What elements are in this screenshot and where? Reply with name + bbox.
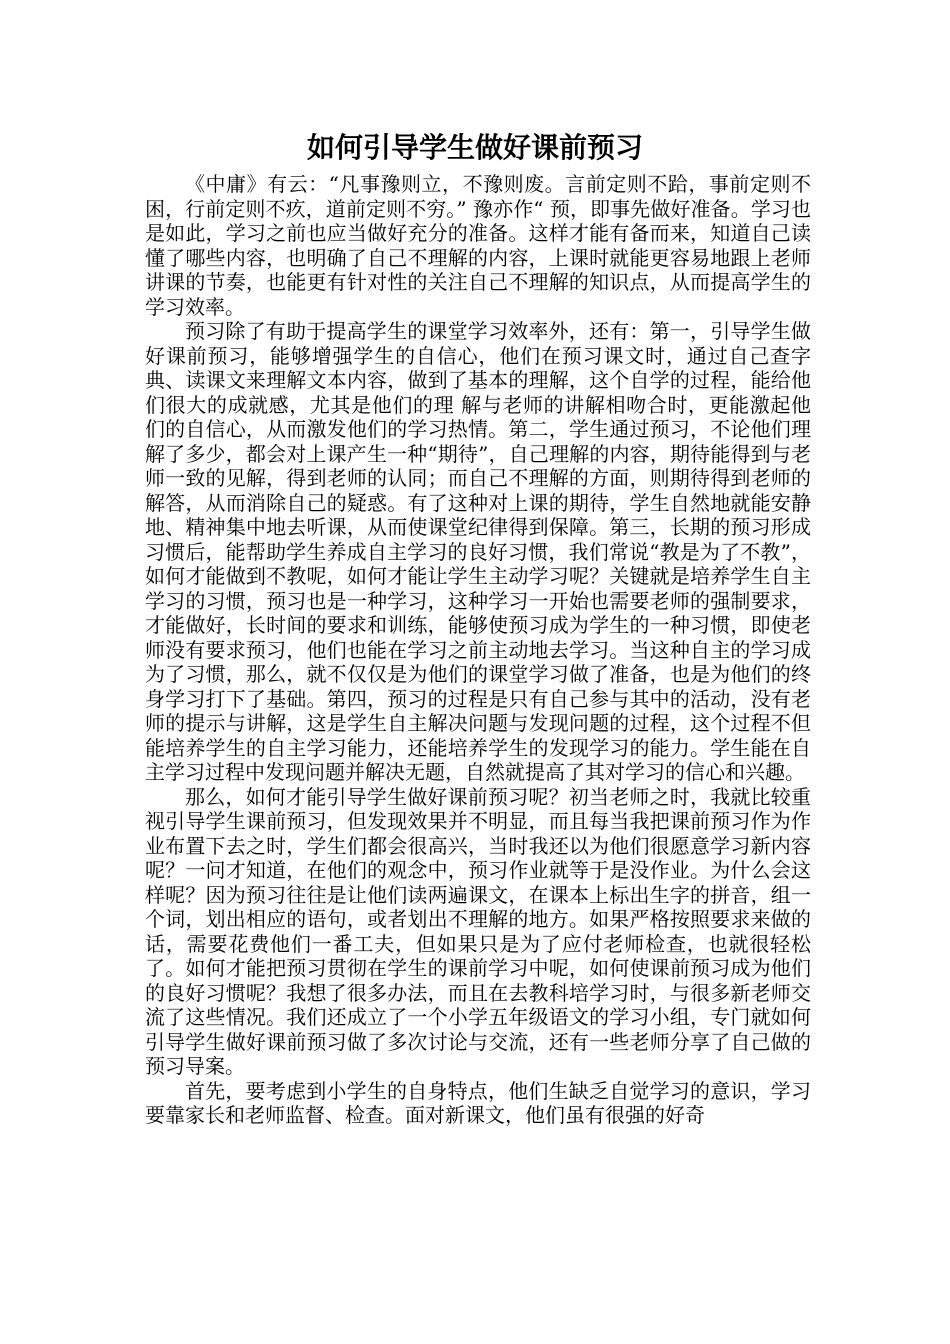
document-body: [145, 172, 811, 1128]
paragraph-intro: 《中庸》有云：“凡事豫则立，不豫则废。言前定则不跲，事前定则不困，行前定则不疚，道前定则不穷。” 豫亦作“ 预，即事先做好准备。学习也是如此，学习之前也应当做好充分的准备。这样才能有备而来，知道自己读懂了哪些内容，也明确了自己不理解的内容，上课时就能更容易地跟上老师讲课的节奏，也能更有针对性的关注自己不理解的知识点，从而提高学生的学习效率。: [145, 172, 811, 319]
paragraph-how-to: 那么，如何才能引导学生做好课前预习呢？初当老师之时，我就比较重视引导学生课前预习，但发现效果并不明显，而且每当我把课前预习作为作业布置下去之时，学生们都会很高兴，当时我还以为他们很愿意学习新内容呢？一问才知道，在他们的观念中，预习作业就等于是没作业。为什么会这样呢？因为预习往往是让他们读两遍课文，在课本上标出生字的拼音，组一个词，划出相应的语句，或者划出不理解的地方。如果严格按照要求来做的话，需要花费他们一番工夫，但如果只是为了应付老师检查，也就很轻松了。如何才能把预习贯彻在学生的课前学习中呢，如何使课前预习成为他们的良好习惯呢？我想了很多办法，而且在去教科培学习时，与很多新老师交流了这些情况。我们还成立了一个小学五年级语文的学习小组，专门就如何引导学生做好课前预习做了多次讨论与交流，还有一些老师分享了自己做的预习导案。: [145, 784, 811, 1078]
document-title: 如何引导学生做好课前预习: [306, 131, 643, 164]
paragraph-benefits: 预习除了有助于提高学生的课堂学习效率外，还有：第一，引导学生做好课前预习，能够增强学生的自信心，他们在预习课文时，通过自己查字典、读课文来理解文本内容，做到了基本的理解，这个自学的过程，能给他们很大的成就感，尤其是他们的理 解与老师的讲解相吻合时，更能激起他们的自信心，从而激发他们的学习热情。第二，学生通过预习，不论他们理解了多少，都会对上课产生一种“期待”，自己理解的内容，期待能得到与老师一致的见解，得到老师的认同；而自己不理解的方面，则期待得到老师的解答，从而消除自己的疑惑。有了这种对上课的期待，学生自然地就能安静地、精神集中地去听课，从而使课堂纪律得到保障。第三，长期的预习形成习惯后，能帮助学生养成自主学习的良好习惯，我们常说“教是为了不教”，如何才能做到不教呢，如何才能让学生主动学习呢？关键就是培养学生自主学习的习惯，预习也是一种学习，这种学习一开始也需要老师的强制要求，才能做好，长时间的要求和训练，能够使预习成为学生的一种习惯，即使老师没有要求预习，他们也能在学习之前主动地去学习。当这种自主的学习成为了习惯，那么，就不仅仅是为他们的课堂学习做了准备，也是为他们的终身学习打下了基础。第四，预习的过程是只有自己参与其中的活动，没有老师的提示与讲解，这是学生自主解决问题与发现问题的过程，这个过程不但能培养学生的自主学习能力，还能培养学生的发现学习的能力。学生能在自主学习过程中发现问题并解决无题，自然就提高了其对学习的信心和兴趣。: [145, 319, 811, 784]
paragraph-first-step: 首先，要考虑到小学生的自身特点，他们生缺乏自觉学习的意识，学习要靠家长和老师监督、检查。面对新课文，他们虽有很强的好奇: [145, 1078, 811, 1127]
